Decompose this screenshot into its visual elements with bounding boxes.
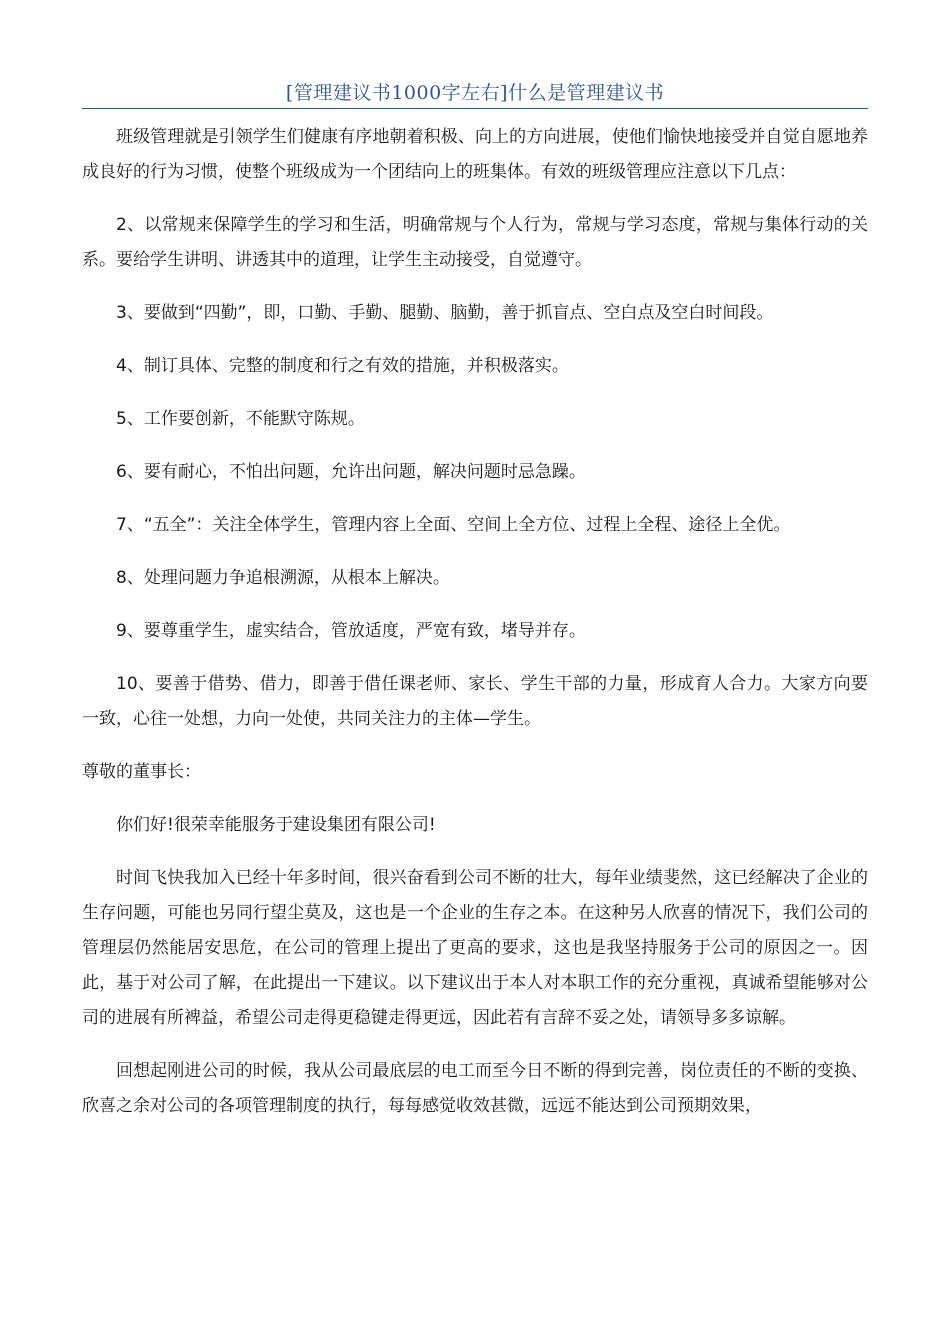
letter-paragraph-1: 时间飞快我加入已经十年多时间，很兴奋看到公司不断的壮大，每年业绩斐然，这已经解决了企业的生存问题，可能也另同行望尘莫及，这也是一个企业的生存之本。在这种另人欣喜的情况下，我们公司的管理层仍然能居安思危，在公司的管理上提出了更高的要求，这也是我坚持服务于公司的原因之一。因此，基于对公司了解，在此提出一下建议。以下建议出于本人对本职工作的充分重视，真诚希望能够对公司的进展有所裨益，希望公司走得更稳键走得更远，因此若有言辞不妥之处，请领导多多谅解。 <box>82 868 868 1028</box>
letter-paragraph-2: 回想起刚进公司的时候，我从公司最底层的电工而至今日不断的得到完善，岗位责任的不断的变换、欣喜之余对公司的各项管理制度的执行，每每感觉收效甚微，远远不能达到公司预期效果， <box>82 1061 868 1116</box>
document-header <box>82 80 868 109</box>
document-title: [管理建议书1000字左右]什么是管理建议书 <box>285 82 665 104</box>
paragraph-item-2: 2、以常规来保障学生的学习和生活，明确常规与个人行为，常规与学习态度，常规与集体行动的关系。要给学生讲明、讲透其中的道理，让学生主动接受，自觉遵守。 <box>82 215 868 270</box>
document-body <box>82 120 868 1142</box>
paragraph-item-8: 8、处理问题力争追根溯源，从根本上解决。 <box>116 568 450 588</box>
paragraph-item-10: 10、要善于借势、借力，即善于借任课老师、家长、学生干部的力量，形成育人合力。大家方向要一致，心往一处想，力向一处使，共同关注力的主体—学生。 <box>82 674 868 729</box>
paragraph-item-3: 3、要做到“四勤”，即，口勤、手勤、腿勤、脑勤，善于抓盲点、空白点及空白时间段。 <box>116 303 774 323</box>
paragraph-item-6: 6、要有耐心，不怕出问题，允许出问题，解决问题时忌急躁。 <box>116 462 586 482</box>
letter-greeting: 你们好!很荣幸能服务于建设集团有限公司! <box>116 815 436 835</box>
paragraph-intro: 班级管理就是引领学生们健康有序地朝着积极、向上的方向进展，使他们愉快地接受并自觉自愿地养成良好的行为习惯，使整个班级成为一个团结向上的班集体。有效的班级管理应注意以下几点： <box>82 127 868 182</box>
paragraph-item-4: 4、制订具体、完整的制度和行之有效的措施，并积极落实。 <box>116 356 569 376</box>
paragraph-item-5: 5、工作要创新，不能默守陈规。 <box>116 409 365 429</box>
paragraph-item-9: 9、要尊重学生，虚实结合，管放适度，严宽有致，堵导并存。 <box>116 621 586 641</box>
letter-salutation: 尊敬的董事长： <box>82 762 201 782</box>
paragraph-item-7: 7、“五全”：关注全体学生，管理内容上全面、空间上全方位、过程上全程、途径上全优。 <box>116 515 791 535</box>
